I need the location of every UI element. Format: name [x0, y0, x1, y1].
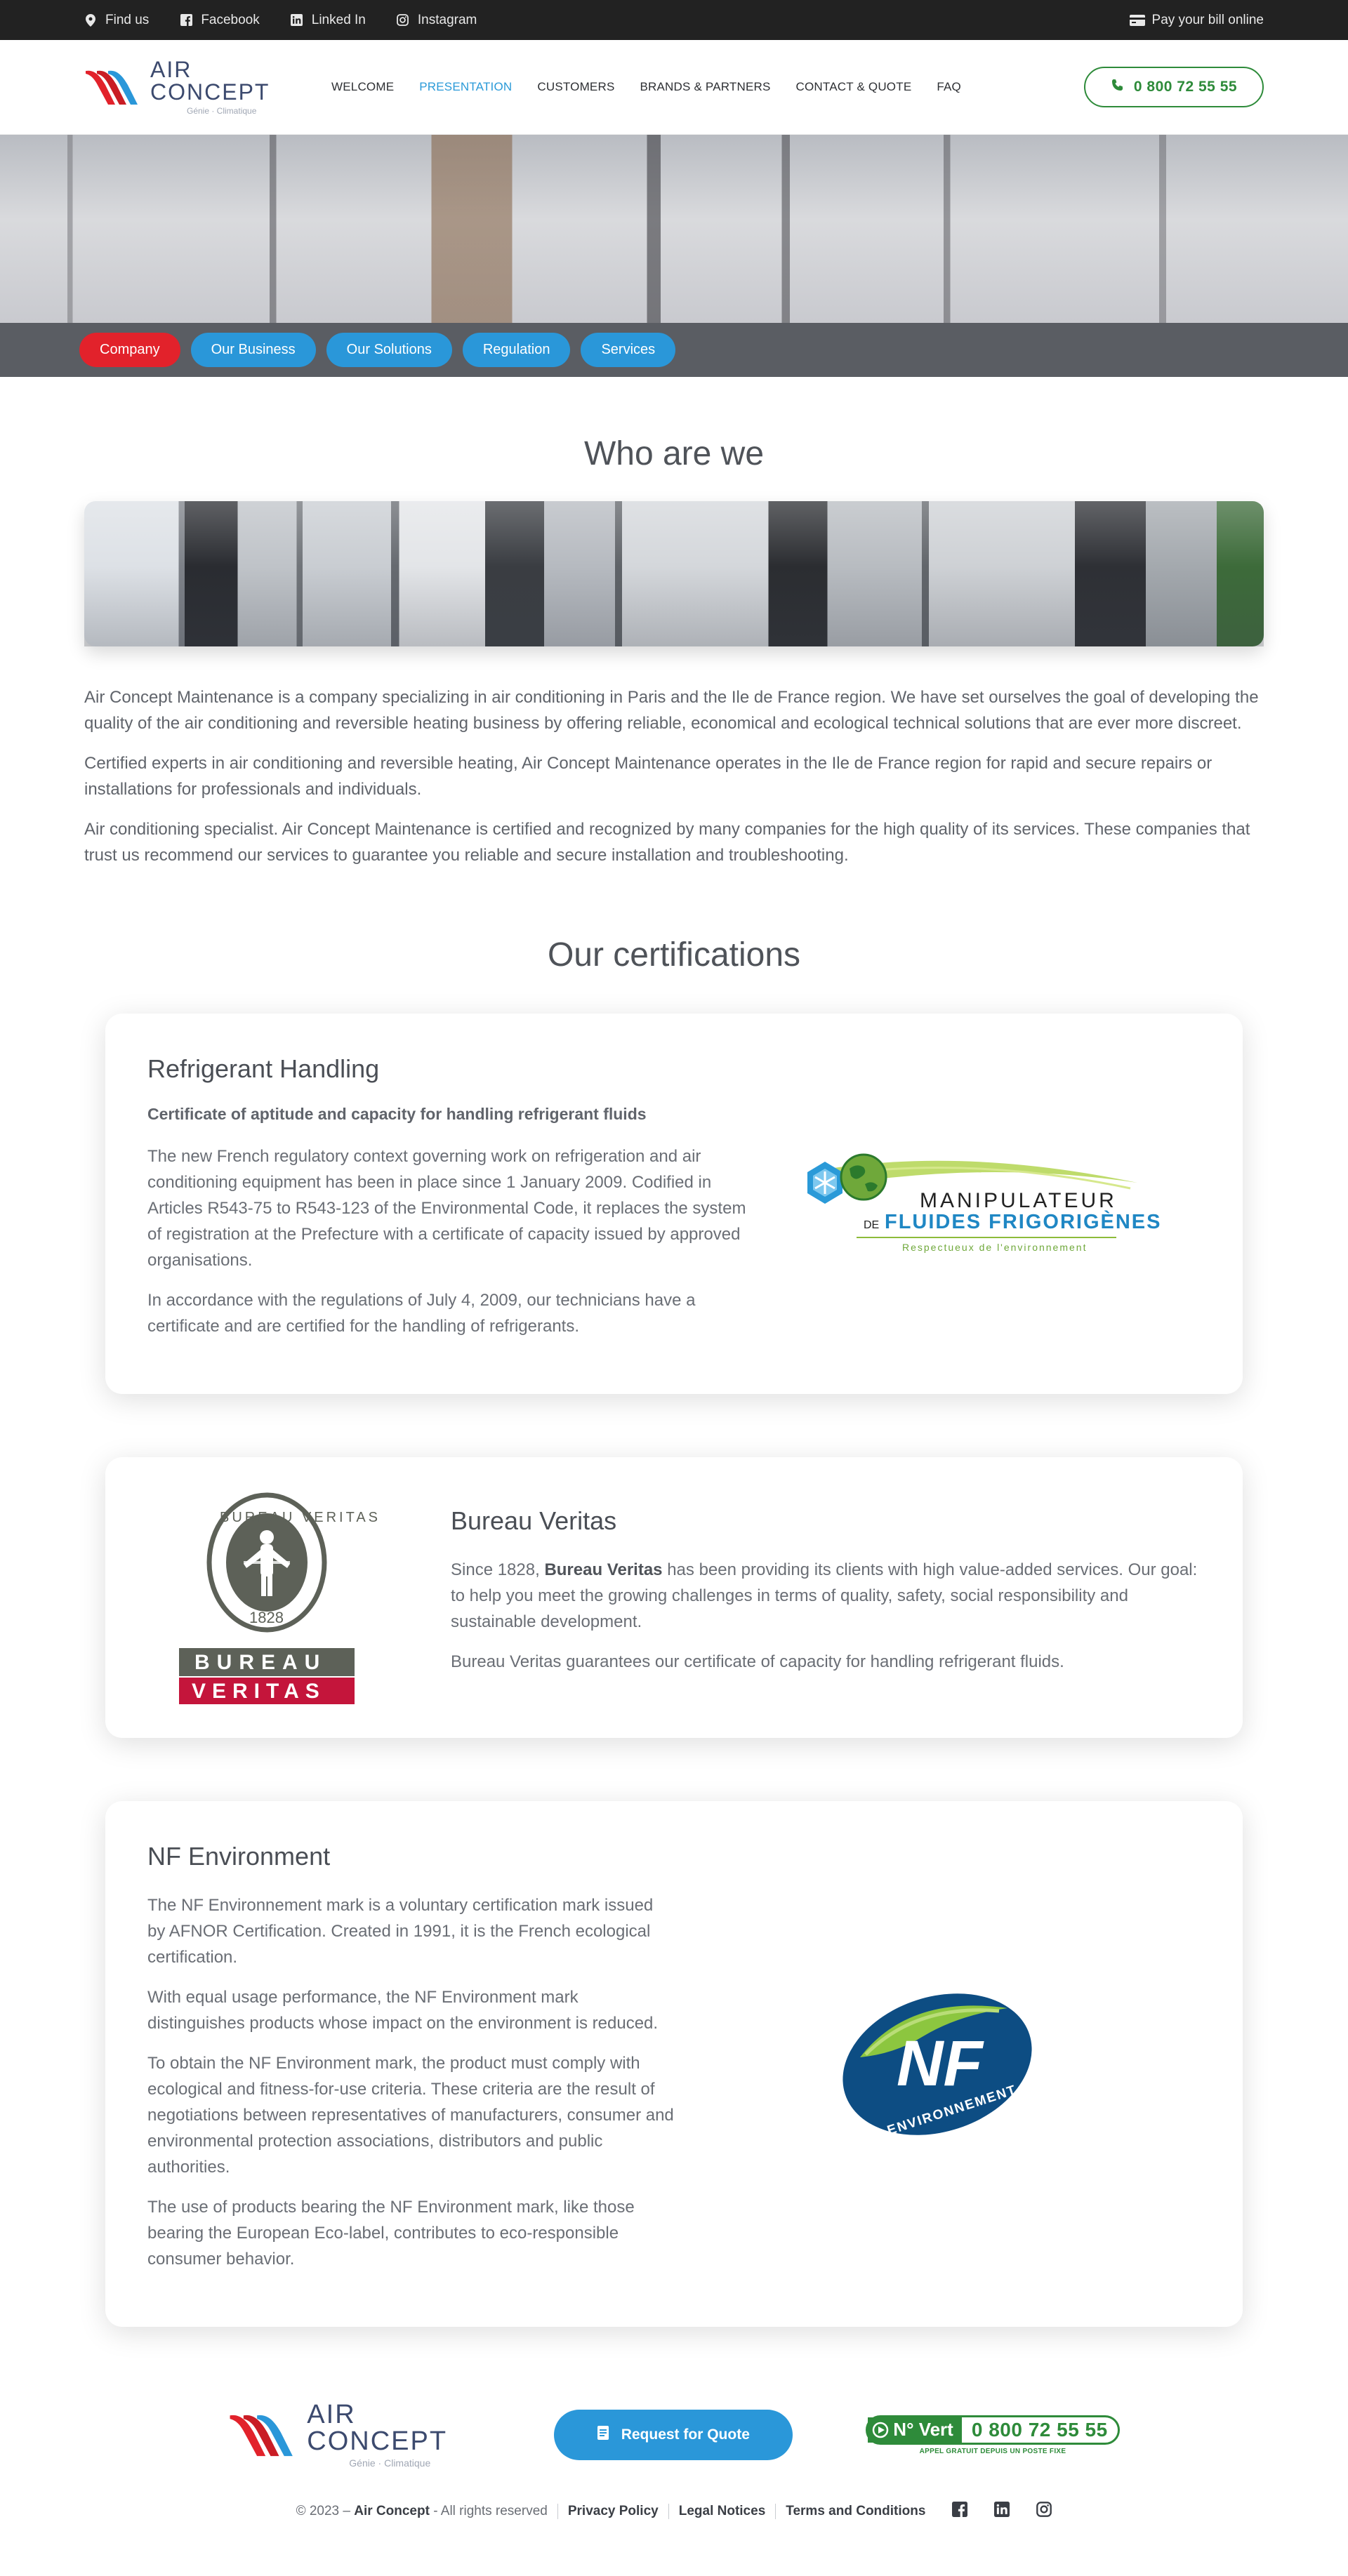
nav-faq[interactable]: FAQ	[937, 80, 961, 93]
bureau-veritas-logo	[147, 1492, 386, 1703]
divider	[668, 2504, 669, 2519]
bureau-veritas-card	[105, 1457, 1243, 1738]
bureau-veritas-logo-top: BUREAU	[194, 1651, 327, 1674]
refrigerant-logo	[779, 1141, 1162, 1267]
main-nav	[331, 80, 1084, 94]
refrigerant-logo-line2: FLUIDES FRIGORIGÈNES	[885, 1211, 1162, 1233]
divider	[775, 2504, 776, 2519]
tab-company[interactable]: Company	[79, 333, 180, 367]
facebook-label: Facebook	[201, 12, 260, 27]
site-footer	[84, 2401, 1264, 2521]
pay-bill-link[interactable]	[1131, 13, 1264, 28]
nav-contact-quote[interactable]: CONTACT & QUOTE	[795, 80, 912, 93]
facebook-icon	[180, 14, 192, 27]
refrigerant-logo-line3: Respectueux de l'environnement	[902, 1242, 1088, 1253]
office-photo	[84, 501, 1264, 646]
phone-button[interactable]	[1084, 67, 1264, 107]
nav-welcome[interactable]: WELCOME	[331, 80, 395, 93]
instagram-icon	[397, 14, 409, 27]
about-paragraph: Certified experts in air conditioning and reversible heating, Air Concept Maintenance operates in the Ile de France region for rapid and secure repairs or installations for professionals and individuals.	[84, 754, 1212, 799]
logo-mark-icon	[84, 67, 145, 107]
bureau-veritas-prefix: Since 1828,	[451, 1560, 540, 1579]
request-quote-label: Request for Quote	[621, 2426, 750, 2443]
copyright-prefix: © 2023 –	[296, 2504, 350, 2518]
footer-logo-name: AIR CONCEPT	[307, 2400, 448, 2456]
facebook-link[interactable]	[180, 13, 259, 28]
refrigerant-logo-de: DE	[864, 1219, 880, 1231]
document-icon	[597, 2426, 609, 2444]
hero-office-photo	[0, 135, 1348, 323]
footer-logo[interactable]	[228, 2401, 481, 2469]
legal-notices-link[interactable]: Legal Notices	[678, 2504, 766, 2518]
nf-environment-card	[105, 1801, 1243, 2327]
refrigerant-title: Refrigerant Handling	[147, 1054, 380, 1083]
instagram-link[interactable]	[397, 13, 477, 28]
toll-free-note: APPEL GRATUIT DEPUIS UN POSTE FIXE	[919, 2447, 1066, 2455]
refrigerant-logo-line1: MANIPULATEUR	[920, 1189, 1117, 1212]
nf-environment-paragraph: To obtain the NF Environment mark, the product must comply with ecological and fitness-for-use criteria. These criteria are the result of negotiations between representatives of manufacturers, consumer and environmental protection associations, distributors and public authorities.	[147, 2054, 674, 2177]
tab-our-business[interactable]: Our Business	[191, 333, 316, 367]
phone-icon	[1111, 79, 1124, 96]
section-tabs	[0, 323, 1348, 377]
nf-logo-text: NF	[897, 2027, 983, 2099]
nf-environment-logo	[674, 1987, 1201, 2142]
certifications-title: Our certifications	[547, 936, 801, 974]
copyright-brand: Air Concept	[354, 2504, 430, 2518]
refrigerant-paragraph: The new French regulatory context governing work on refrigeration and air conditioning equipment has been in place since 1 January 2009. Codified in Articles R543-75 to R543-123 of the Environmental Code, it replaces the system of registration at the Prefecture with a certificate of capacity issued by approved organisations.	[147, 1147, 746, 1270]
refrigerant-card	[105, 1014, 1243, 1394]
nf-environment-paragraph: The NF Environnement mark is a voluntary certification mark issued by AFNOR Certification. Created in 1991, it is the French ecological certification.	[147, 1896, 654, 1967]
logo-name: AIR CONCEPT	[150, 57, 270, 105]
linkedin-icon[interactable]	[994, 2502, 1010, 2521]
credit-card-icon	[1131, 14, 1144, 27]
nf-environment-paragraph: The use of products bearing the NF Environment mark, like those bearing the European Eco-label, contributes to eco-responsible consumer behavior.	[147, 2198, 635, 2269]
map-pin-icon	[84, 14, 97, 27]
instagram-label: Instagram	[417, 12, 477, 27]
tab-regulation[interactable]: Regulation	[463, 333, 571, 367]
top-bar	[0, 0, 1348, 40]
toll-free-number: 0 800 72 55 55	[971, 2418, 1108, 2441]
bureau-veritas-ring-text: BUREAU VERITAS	[220, 1510, 381, 1525]
divider	[557, 2504, 558, 2519]
about-paragraph: Air conditioning specialist. Air Concept Maintenance is certified and recognized by many companies for the high quality of its services. These companies that trust us recommend our services to guarantee you reliable and secure installation and troubleshooting.	[84, 820, 1250, 865]
about-paragraph: Air Concept Maintenance is a company specializing in air conditioning in Paris and the Ile de France region. We have set ourselves the goal of developing the quality of the air conditioning and reversible heating business by offering reliable, economical and ecological technical solutions that are ever more discreet.	[84, 688, 1259, 733]
linkedin-icon	[291, 14, 303, 27]
bureau-veritas-paragraph	[451, 1557, 1201, 1635]
tab-services[interactable]: Services	[581, 333, 675, 367]
copyright-suffix: - All rights reserved	[433, 2504, 548, 2518]
request-quote-button[interactable]	[554, 2410, 793, 2460]
nav-brands-partners[interactable]: BRANDS & PARTNERS	[640, 80, 771, 93]
linkedin-label: Linked In	[311, 12, 366, 27]
main-content	[0, 434, 1348, 2521]
about-text	[84, 684, 1264, 868]
toll-free-label: N° Vert	[893, 2419, 953, 2440]
bureau-veritas-brand: Bureau Veritas	[544, 1560, 663, 1579]
bureau-veritas-suffix: has been providing its clients with high value-added services. Our goal: to help you meet the growing challenges in terms of quality, safety, social responsibility and sustainable development.	[451, 1560, 1198, 1631]
bureau-veritas-title: Bureau Veritas	[451, 1506, 617, 1535]
play-icon	[872, 2422, 889, 2438]
terms-link[interactable]: Terms and Conditions	[786, 2504, 926, 2518]
facebook-icon[interactable]	[952, 2502, 967, 2521]
instagram-icon[interactable]	[1036, 2502, 1052, 2521]
site-logo[interactable]	[84, 58, 295, 116]
nav-customers[interactable]: CUSTOMERS	[537, 80, 615, 93]
bureau-veritas-logo-bottom: VERITAS	[192, 1680, 326, 1703]
about-title: Who are we	[583, 435, 765, 472]
linkedin-link[interactable]	[291, 13, 366, 28]
nf-environment-title: NF Environment	[147, 1842, 331, 1871]
refrigerant-subtitle: Certificate of aptitude and capacity for handling refrigerant fluids	[147, 1105, 647, 1123]
hero-banner	[0, 135, 1348, 377]
bureau-veritas-paragraph: Bureau Veritas guarantees our certificate of capacity for handling refrigerant fluids.	[451, 1652, 1064, 1671]
refrigerant-paragraph: In accordance with the regulations of July 4, 2009, our technicians have a certificate and are certified for the handling of refrigerants.	[147, 1291, 696, 1336]
find-us-link[interactable]	[84, 13, 149, 28]
logo-tagline: Génie · Climatique	[187, 106, 257, 116]
toll-free-badge[interactable]	[866, 2415, 1119, 2455]
nf-logo-env: ENVIRONNEMENT	[885, 2082, 1019, 2139]
find-us-label: Find us	[105, 12, 150, 27]
nf-environment-paragraph: With equal usage performance, the NF Environment mark distinguishes products whose impact on the environment is reduced.	[147, 1988, 659, 2033]
bureau-veritas-year: 1828	[249, 1609, 284, 1626]
footer-logo-tagline: Génie · Climatique	[349, 2457, 431, 2469]
footer-bottom	[84, 2502, 1264, 2521]
top-bar-links	[84, 13, 477, 28]
logo-mark-icon	[228, 2410, 301, 2459]
privacy-link[interactable]: Privacy Policy	[567, 2504, 659, 2518]
site-header	[0, 40, 1348, 135]
pay-bill-label: Pay your bill online	[1151, 12, 1264, 27]
tab-our-solutions[interactable]: Our Solutions	[326, 333, 452, 367]
copyright	[296, 2504, 548, 2519]
nav-presentation[interactable]: PRESENTATION	[419, 80, 513, 93]
phone-number: 0 800 72 55 55	[1133, 79, 1238, 95]
